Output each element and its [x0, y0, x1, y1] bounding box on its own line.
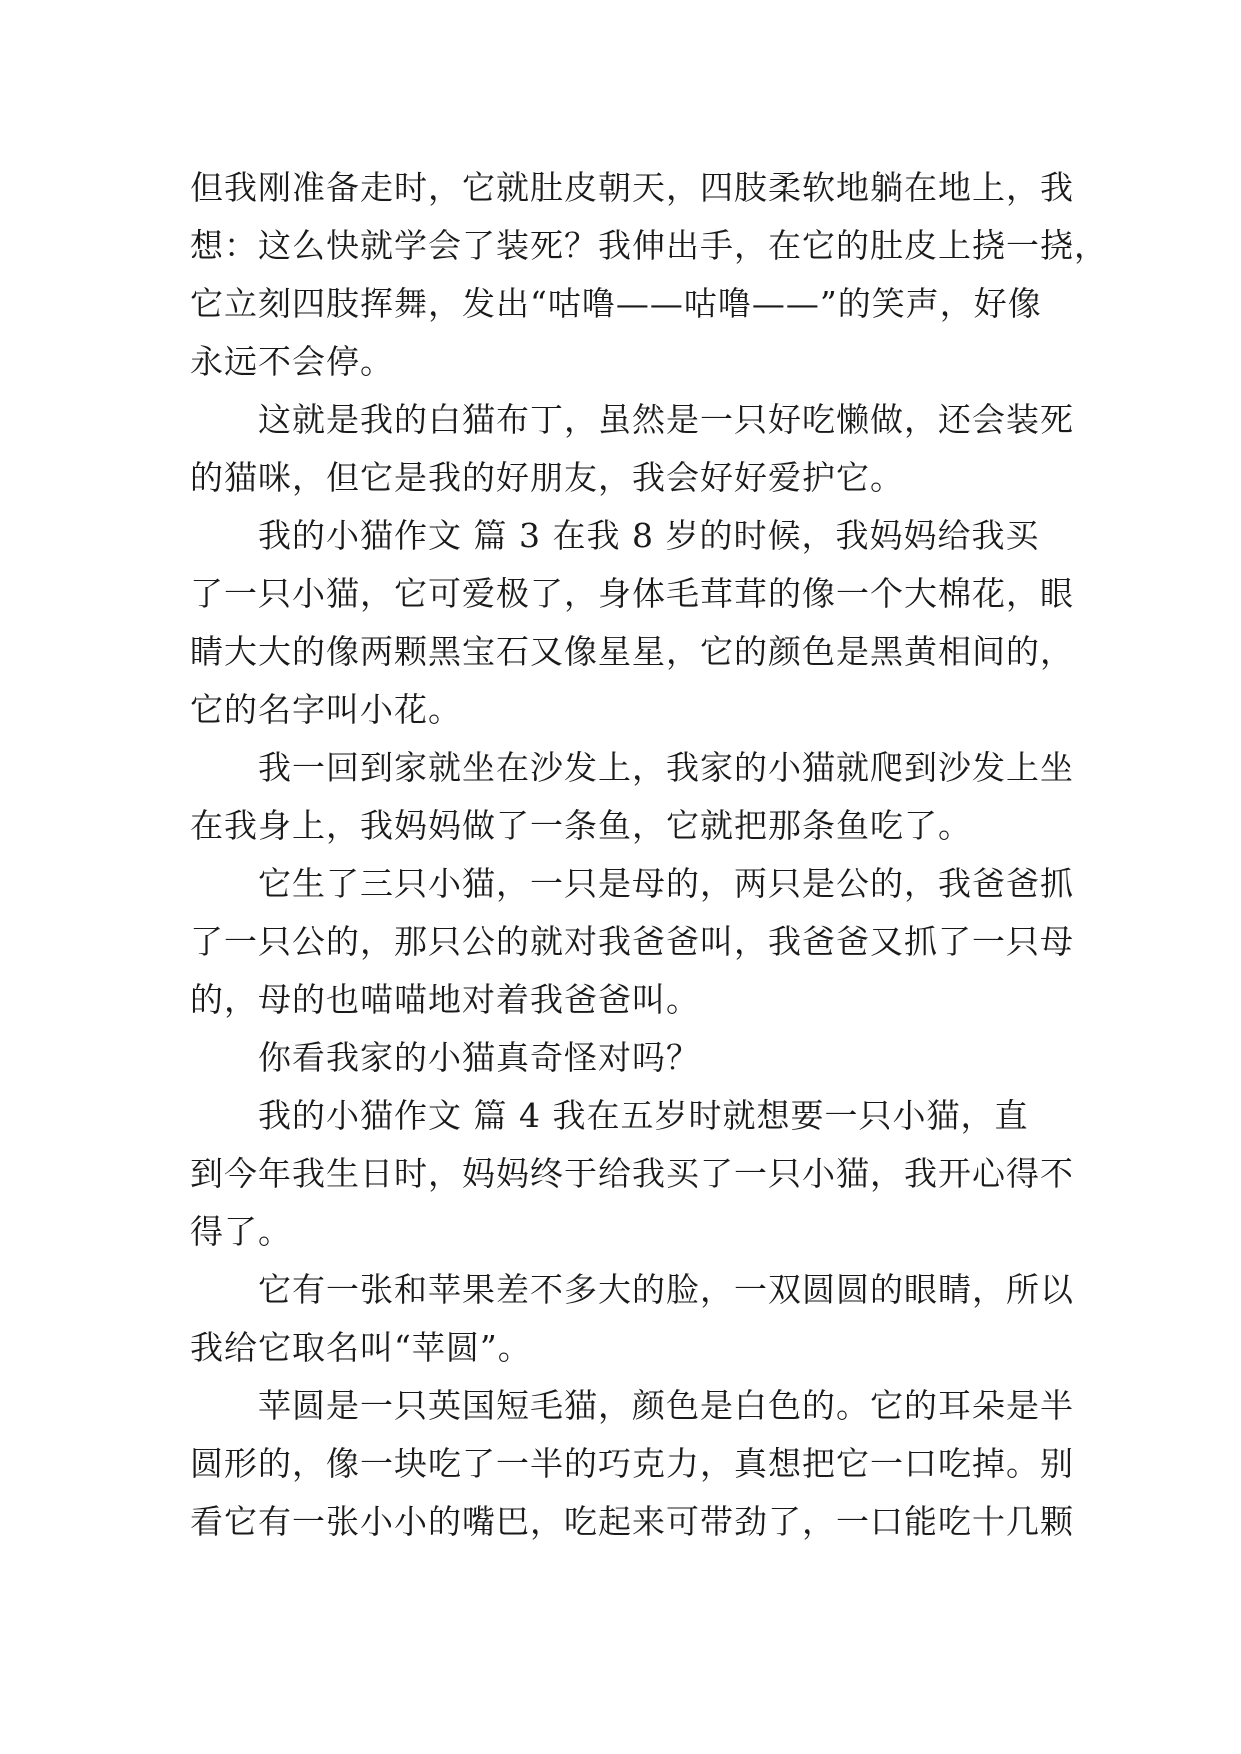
text-line: 圆形的，像一块吃了一半的巧克力，真想把它一口吃掉。别	[190, 1444, 1074, 1483]
paragraph-start-line: 苹圆是一只英国短毛猫，颜色是白色的。它的耳朵是半	[258, 1386, 1074, 1425]
text-line: 到今年我生日时，妈妈终于给我买了一只小猫，我开心得不	[190, 1154, 1074, 1193]
text-line: 在我身上，我妈妈做了一条鱼，它就把那条鱼吃了。	[190, 806, 972, 845]
text-line: 看它有一张小小的嘴巴，吃起来可带劲了，一口能吃十几颗	[190, 1502, 1074, 1541]
text-line: 得了。	[190, 1212, 292, 1251]
text-line: 我给它取名叫“苹圆”。	[190, 1328, 532, 1367]
text-line: 想：这么快就学会了装死？我伸出手，在它的肚皮上挠一挠，	[190, 226, 1108, 265]
text-line: 睛大大的像两颗黑宝石又像星星，它的颜色是黑黄相间的，	[190, 632, 1074, 671]
text-line: 了一只公的，那只公的就对我爸爸叫，我爸爸又抓了一只母	[190, 922, 1074, 961]
paragraph-start-line: 我一回到家就坐在沙发上，我家的小猫就爬到沙发上坐	[258, 748, 1074, 787]
paragraph-start-line: 它有一张和苹果差不多大的脸，一双圆圆的眼睛，所以	[258, 1270, 1074, 1309]
section-heading-line: 我的小猫作文 篇 4 我在五岁时就想要一只小猫，直	[258, 1096, 1029, 1135]
text-line: 永远不会停。	[190, 342, 394, 381]
text-line: 的猫咪，但它是我的好朋友，我会好好爱护它。	[190, 458, 904, 497]
paragraph-start-line: 这就是我的白猫布丁，虽然是一只好吃懒做，还会装死	[258, 400, 1074, 439]
text-line: 它立刻四肢挥舞，发出“咕噜——咕噜——”的笑声，好像	[190, 284, 1042, 323]
section-heading-line: 我的小猫作文 篇 3 在我 8 岁的时候，我妈妈给我买	[258, 516, 1040, 555]
paragraph-start-line: 它生了三只小猫，一只是母的，两只是公的，我爸爸抓	[258, 864, 1074, 903]
text-line: 的，母的也喵喵地对着我爸爸叫。	[190, 980, 700, 1019]
paragraph-start-line: 你看我家的小猫真奇怪对吗？	[258, 1038, 700, 1077]
text-line: 了一只小猫，它可爱极了，身体毛茸茸的像一个大棉花，眼	[190, 574, 1074, 613]
text-line: 它的名字叫小花。	[190, 690, 462, 729]
text-line: 但我刚准备走时，它就肚皮朝天，四肢柔软地躺在地上，我	[190, 168, 1074, 207]
